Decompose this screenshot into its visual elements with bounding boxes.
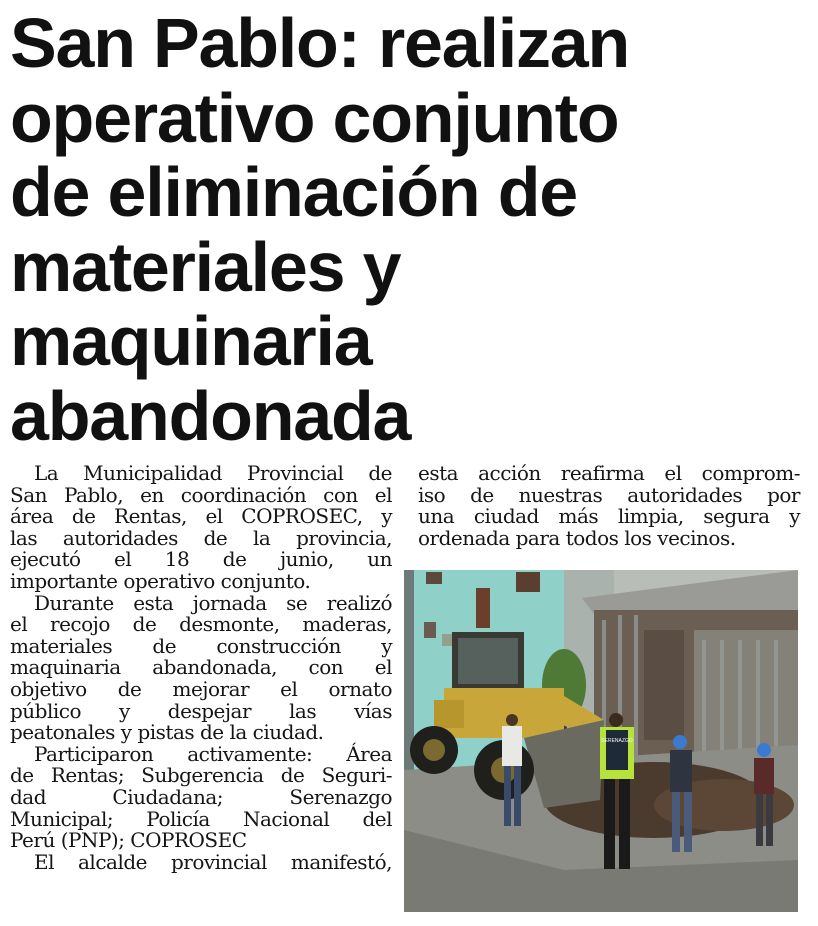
body-line: ejecutó el 18 de junio, un xyxy=(10,547,392,572)
body-line: iso de nuestras autoridades por xyxy=(418,482,800,507)
body-line: de Rentas; Subgerencia de Seguri- xyxy=(10,763,392,788)
body-line: importante operativo conjunto. xyxy=(10,568,311,593)
headline-line: abandonada xyxy=(10,376,411,455)
article-headline xyxy=(10,6,810,453)
headline-line: operativo conjunto xyxy=(10,78,619,157)
headline-line: de eliminación de xyxy=(10,153,577,231)
article-body-right-column xyxy=(418,463,800,549)
body-line: área de Rentas, el COPROSEC, y xyxy=(10,504,392,529)
body-line: maquinaria abandonada, con el xyxy=(10,655,392,680)
headline-line: maquinaria xyxy=(10,302,372,380)
body-line: público y despejar las vías xyxy=(10,698,392,723)
vest-label: SERENAZGO xyxy=(601,738,633,744)
body-line: La Municipalidad Provincial de xyxy=(34,461,392,485)
body-line: Participaron activamente: Área xyxy=(34,741,392,766)
body-line: peatonales y pistas de la ciudad. xyxy=(10,720,324,745)
body-line: una ciudad más limpia, segura y xyxy=(418,504,800,529)
article-body-left-column xyxy=(10,463,392,873)
body-line: el recojo de desmonte, maderas, xyxy=(10,612,392,637)
body-line: materiales de construcción y xyxy=(10,633,392,658)
body-line: Municipal; Policía Nacional del xyxy=(10,806,392,831)
body-line: ordenada para todos los vecinos. xyxy=(418,525,736,550)
body-line: objetivo de mejorar el ornato xyxy=(10,676,392,701)
body-line: dad Ciudadana; Serenazgo xyxy=(10,784,392,809)
body-line: El alcalde provincial manifestó, xyxy=(34,849,392,874)
body-line: Perú (PNP); COPROSEC xyxy=(10,828,247,853)
body-line: Durante esta jornada se realizó xyxy=(34,590,392,615)
headline-line: materiales y xyxy=(10,227,401,306)
body-line: esta acción reafirma el comprom- xyxy=(418,461,800,485)
body-line: las autoridades de la provincia, xyxy=(10,525,392,550)
article-photo xyxy=(404,570,798,912)
body-line: San Pablo, en coordinación con el xyxy=(10,482,392,507)
street-cleanup-scene xyxy=(404,570,798,912)
headline-line: San Pablo: realizan xyxy=(10,4,630,82)
